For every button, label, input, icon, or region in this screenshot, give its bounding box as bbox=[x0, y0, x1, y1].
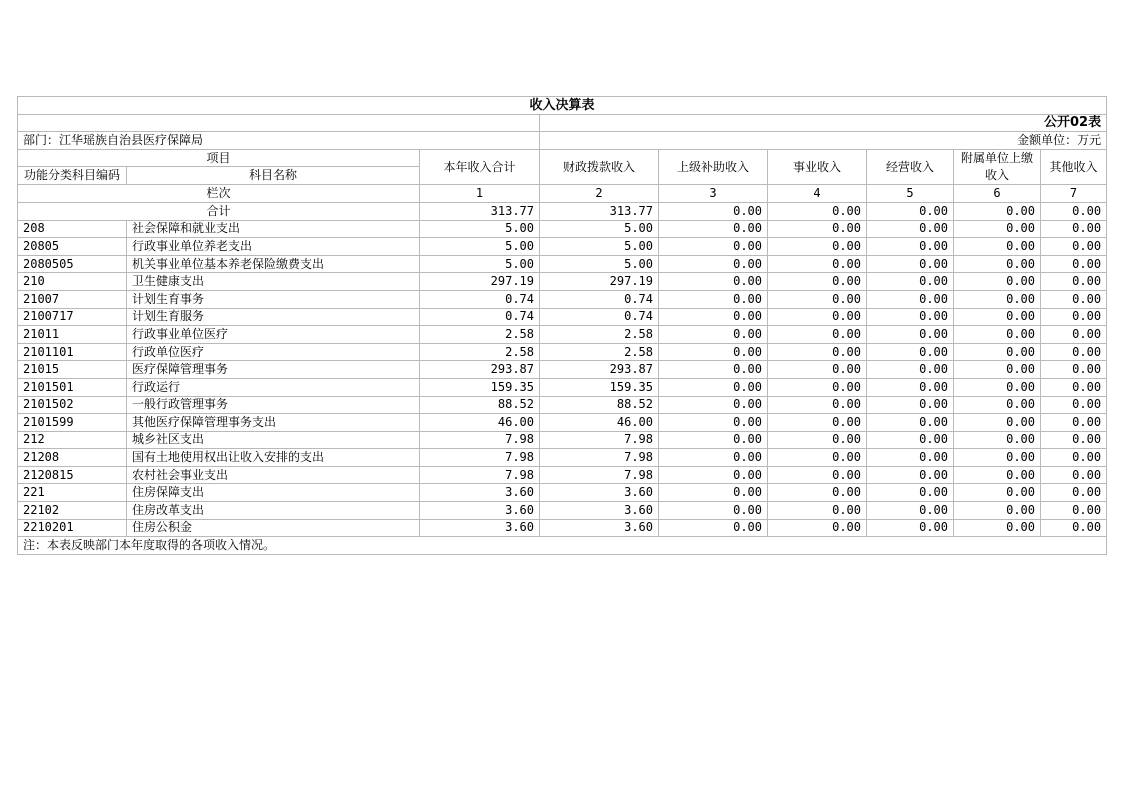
amount-cell: 0.00 bbox=[659, 273, 768, 291]
amount-cell: 0.00 bbox=[1041, 484, 1107, 502]
amount-cell: 0.00 bbox=[1041, 238, 1107, 256]
amount-cell: 7.98 bbox=[540, 466, 659, 484]
amount-cell: 159.35 bbox=[540, 378, 659, 396]
table-row bbox=[18, 255, 1107, 273]
amount-cell: 5.00 bbox=[420, 220, 540, 238]
amount-cell: 88.52 bbox=[540, 396, 659, 414]
header-col-5: 经营收入 bbox=[867, 149, 954, 185]
table-row bbox=[18, 220, 1107, 238]
header-col-4: 事业收入 bbox=[768, 149, 867, 185]
amount-cell: 0.00 bbox=[954, 431, 1041, 449]
amount-cell: 0.00 bbox=[867, 519, 954, 537]
amount-cell: 5.00 bbox=[540, 220, 659, 238]
amount-cell: 46.00 bbox=[420, 414, 540, 432]
subject-name: 城乡社区支出 bbox=[127, 431, 420, 449]
table-row bbox=[18, 484, 1107, 502]
amount-cell: 7.98 bbox=[540, 449, 659, 467]
amount-cell: 0.00 bbox=[867, 466, 954, 484]
amount-cell: 0.00 bbox=[954, 326, 1041, 344]
subject-name: 行政运行 bbox=[127, 378, 420, 396]
col-num-3: 3 bbox=[659, 185, 768, 203]
col-num-2: 2 bbox=[540, 185, 659, 203]
subject-code: 21007 bbox=[18, 290, 127, 308]
amount-cell: 0.00 bbox=[659, 466, 768, 484]
subject-code: 20805 bbox=[18, 238, 127, 256]
subject-code: 208 bbox=[18, 220, 127, 238]
amount-cell: 0.00 bbox=[954, 273, 1041, 291]
subject-code: 2210201 bbox=[18, 519, 127, 537]
amount-cell: 2.58 bbox=[540, 326, 659, 344]
amount-cell: 7.98 bbox=[420, 431, 540, 449]
amount-cell: 88.52 bbox=[420, 396, 540, 414]
amount-cell: 0.00 bbox=[768, 378, 867, 396]
amount-cell: 0.00 bbox=[1041, 290, 1107, 308]
table-note: 注：本表反映部门本年度取得的各项收入情况。 bbox=[18, 537, 1107, 555]
amount-cell: 0.00 bbox=[954, 308, 1041, 326]
amount-cell: 0.00 bbox=[1041, 308, 1107, 326]
amount-cell: 0.00 bbox=[1041, 431, 1107, 449]
amount-cell: 0.00 bbox=[1041, 466, 1107, 484]
income-final-accounts-table bbox=[17, 96, 1107, 555]
amount-cell: 0.00 bbox=[1041, 255, 1107, 273]
amount-cell: 0.00 bbox=[954, 238, 1041, 256]
table-row bbox=[18, 378, 1107, 396]
col-num-6: 6 bbox=[954, 185, 1041, 203]
amount-cell: 2.58 bbox=[540, 343, 659, 361]
amount-cell: 5.00 bbox=[540, 238, 659, 256]
table-row bbox=[18, 308, 1107, 326]
amount-cell: 0.00 bbox=[659, 378, 768, 396]
amount-cell: 0.00 bbox=[867, 273, 954, 291]
amount-cell: 46.00 bbox=[540, 414, 659, 432]
blank-cell bbox=[18, 114, 540, 132]
amount-cell: 3.60 bbox=[540, 484, 659, 502]
amount-cell: 0.00 bbox=[1041, 502, 1107, 520]
amount-cell: 0.00 bbox=[768, 502, 867, 520]
form-number: 公开02表 bbox=[540, 114, 1107, 132]
amount-cell: 0.00 bbox=[954, 519, 1041, 537]
amount-cell: 0.74 bbox=[540, 308, 659, 326]
amount-cell: 0.00 bbox=[1041, 449, 1107, 467]
amount-cell: 0.00 bbox=[768, 343, 867, 361]
total-row bbox=[18, 202, 1107, 220]
subject-name: 计划生育事务 bbox=[127, 290, 420, 308]
amount-cell: 0.00 bbox=[659, 361, 768, 379]
amount-cell: 0.00 bbox=[768, 466, 867, 484]
amount-cell: 0.00 bbox=[768, 396, 867, 414]
col-num-4: 4 bbox=[768, 185, 867, 203]
subject-name: 农村社会事业支出 bbox=[127, 466, 420, 484]
amount-cell: 0.00 bbox=[867, 396, 954, 414]
header-col-1: 本年收入合计 bbox=[420, 149, 540, 185]
subject-code: 2101502 bbox=[18, 396, 127, 414]
total-cell: 0.00 bbox=[659, 202, 768, 220]
amount-cell: 0.00 bbox=[659, 326, 768, 344]
subject-code: 2120815 bbox=[18, 466, 127, 484]
header-col-2: 财政拨款收入 bbox=[540, 149, 659, 185]
amount-cell: 0.74 bbox=[420, 290, 540, 308]
table-title: 收入决算表 bbox=[18, 97, 1107, 115]
amount-cell: 0.74 bbox=[540, 290, 659, 308]
table-row bbox=[18, 361, 1107, 379]
table-row bbox=[18, 431, 1107, 449]
table-row bbox=[18, 466, 1107, 484]
amount-cell: 0.00 bbox=[768, 290, 867, 308]
subject-name: 住房公积金 bbox=[127, 519, 420, 537]
amount-cell: 0.00 bbox=[867, 220, 954, 238]
amount-cell: 0.00 bbox=[768, 273, 867, 291]
amount-cell: 3.60 bbox=[540, 502, 659, 520]
amount-cell: 3.60 bbox=[420, 502, 540, 520]
header-name: 科目名称 bbox=[127, 167, 420, 185]
amount-cell: 0.00 bbox=[954, 361, 1041, 379]
amount-cell: 0.00 bbox=[954, 414, 1041, 432]
amount-cell: 0.00 bbox=[867, 414, 954, 432]
amount-cell: 0.00 bbox=[867, 431, 954, 449]
amount-cell: 7.98 bbox=[420, 466, 540, 484]
amount-cell: 0.00 bbox=[1041, 220, 1107, 238]
amount-cell: 0.00 bbox=[867, 255, 954, 273]
amount-cell: 0.00 bbox=[768, 484, 867, 502]
amount-cell: 0.00 bbox=[954, 255, 1041, 273]
amount-cell: 0.00 bbox=[867, 326, 954, 344]
amount-cell: 0.00 bbox=[1041, 273, 1107, 291]
amount-cell: 0.00 bbox=[768, 449, 867, 467]
amount-cell: 0.00 bbox=[954, 466, 1041, 484]
subject-name: 社会保障和就业支出 bbox=[127, 220, 420, 238]
header-col-6: 附属单位上缴收入 bbox=[954, 149, 1041, 185]
subject-name: 住房改革支出 bbox=[127, 502, 420, 520]
amount-cell: 0.00 bbox=[867, 449, 954, 467]
amount-cell: 0.00 bbox=[1041, 378, 1107, 396]
amount-cell: 0.00 bbox=[659, 238, 768, 256]
subject-code: 2101101 bbox=[18, 343, 127, 361]
amount-cell: 5.00 bbox=[420, 238, 540, 256]
amount-cell: 0.00 bbox=[954, 502, 1041, 520]
amount-cell: 0.00 bbox=[768, 220, 867, 238]
subject-name: 行政单位医疗 bbox=[127, 343, 420, 361]
subject-code: 2100717 bbox=[18, 308, 127, 326]
table-row bbox=[18, 343, 1107, 361]
amount-cell: 0.00 bbox=[659, 220, 768, 238]
header-col-7: 其他收入 bbox=[1041, 149, 1107, 185]
amount-cell: 0.00 bbox=[659, 484, 768, 502]
amount-cell: 5.00 bbox=[420, 255, 540, 273]
amount-cell: 0.00 bbox=[768, 361, 867, 379]
amount-cell: 0.00 bbox=[768, 308, 867, 326]
amount-cell: 0.00 bbox=[659, 519, 768, 537]
amount-cell: 0.00 bbox=[1041, 396, 1107, 414]
total-cell: 0.00 bbox=[1041, 202, 1107, 220]
amount-cell: 5.00 bbox=[540, 255, 659, 273]
amount-cell: 0.00 bbox=[768, 255, 867, 273]
amount-cell: 297.19 bbox=[540, 273, 659, 291]
subject-name: 行政事业单位养老支出 bbox=[127, 238, 420, 256]
row-number-label: 栏次 bbox=[18, 185, 420, 203]
subject-code: 2080505 bbox=[18, 255, 127, 273]
amount-cell: 0.00 bbox=[768, 414, 867, 432]
amount-cell: 0.00 bbox=[867, 361, 954, 379]
amount-cell: 7.98 bbox=[420, 449, 540, 467]
table-row bbox=[18, 502, 1107, 520]
table-row bbox=[18, 273, 1107, 291]
subject-code: 21208 bbox=[18, 449, 127, 467]
amount-cell: 0.00 bbox=[659, 308, 768, 326]
total-cell: 0.00 bbox=[954, 202, 1041, 220]
table-row bbox=[18, 290, 1107, 308]
amount-cell: 0.00 bbox=[1041, 519, 1107, 537]
amount-cell: 0.00 bbox=[1041, 343, 1107, 361]
amount-cell: 0.00 bbox=[659, 290, 768, 308]
subject-name: 机关事业单位基本养老保险缴费支出 bbox=[127, 255, 420, 273]
amount-cell: 7.98 bbox=[540, 431, 659, 449]
amount-cell: 0.00 bbox=[768, 238, 867, 256]
col-num-7: 7 bbox=[1041, 185, 1107, 203]
amount-cell: 0.00 bbox=[659, 396, 768, 414]
subject-code: 21015 bbox=[18, 361, 127, 379]
amount-cell: 0.00 bbox=[768, 431, 867, 449]
amount-cell: 3.60 bbox=[420, 519, 540, 537]
subject-name: 国有土地使用权出让收入安排的支出 bbox=[127, 449, 420, 467]
subject-code: 212 bbox=[18, 431, 127, 449]
amount-cell: 293.87 bbox=[420, 361, 540, 379]
table-row bbox=[18, 238, 1107, 256]
amount-cell: 0.74 bbox=[420, 308, 540, 326]
col-num-5: 5 bbox=[867, 185, 954, 203]
amount-cell: 293.87 bbox=[540, 361, 659, 379]
total-cell: 0.00 bbox=[867, 202, 954, 220]
table-row bbox=[18, 414, 1107, 432]
header-item: 项目 bbox=[18, 149, 420, 167]
amount-cell: 0.00 bbox=[954, 343, 1041, 361]
amount-cell: 0.00 bbox=[954, 484, 1041, 502]
subject-name: 计划生育服务 bbox=[127, 308, 420, 326]
amount-cell: 0.00 bbox=[659, 431, 768, 449]
subject-name: 一般行政管理事务 bbox=[127, 396, 420, 414]
amount-cell: 0.00 bbox=[659, 255, 768, 273]
table-row bbox=[18, 396, 1107, 414]
amount-cell: 297.19 bbox=[420, 273, 540, 291]
amount-cell: 0.00 bbox=[867, 343, 954, 361]
subject-code: 2101501 bbox=[18, 378, 127, 396]
subject-code: 210 bbox=[18, 273, 127, 291]
amount-cell: 0.00 bbox=[867, 290, 954, 308]
amount-cell: 0.00 bbox=[867, 308, 954, 326]
amount-cell: 0.00 bbox=[867, 484, 954, 502]
amount-cell: 0.00 bbox=[867, 238, 954, 256]
table-row bbox=[18, 519, 1107, 537]
amount-cell: 0.00 bbox=[954, 220, 1041, 238]
total-label: 合计 bbox=[18, 202, 420, 220]
amount-cell: 0.00 bbox=[659, 343, 768, 361]
amount-cell: 0.00 bbox=[659, 414, 768, 432]
subject-code: 2101599 bbox=[18, 414, 127, 432]
header-col-3: 上级补助收入 bbox=[659, 149, 768, 185]
amount-cell: 0.00 bbox=[954, 378, 1041, 396]
subject-name: 卫生健康支出 bbox=[127, 273, 420, 291]
amount-unit-label: 金额单位：万元 bbox=[540, 132, 1107, 150]
header-code: 功能分类科目编码 bbox=[18, 167, 127, 185]
amount-cell: 2.58 bbox=[420, 343, 540, 361]
amount-cell: 3.60 bbox=[540, 519, 659, 537]
amount-cell: 0.00 bbox=[659, 502, 768, 520]
amount-cell: 159.35 bbox=[420, 378, 540, 396]
department-label: 部门：江华瑶族自治县医疗保障局 bbox=[18, 132, 540, 150]
amount-cell: 0.00 bbox=[768, 326, 867, 344]
subject-name: 行政事业单位医疗 bbox=[127, 326, 420, 344]
amount-cell: 0.00 bbox=[659, 449, 768, 467]
total-cell: 313.77 bbox=[420, 202, 540, 220]
subject-name: 医疗保障管理事务 bbox=[127, 361, 420, 379]
amount-cell: 3.60 bbox=[420, 484, 540, 502]
table-row bbox=[18, 326, 1107, 344]
amount-cell: 0.00 bbox=[954, 290, 1041, 308]
amount-cell: 0.00 bbox=[867, 502, 954, 520]
amount-cell: 0.00 bbox=[1041, 326, 1107, 344]
amount-cell: 0.00 bbox=[867, 378, 954, 396]
subject-code: 21011 bbox=[18, 326, 127, 344]
subject-name: 住房保障支出 bbox=[127, 484, 420, 502]
table-row bbox=[18, 449, 1107, 467]
amount-cell: 0.00 bbox=[954, 449, 1041, 467]
amount-cell: 0.00 bbox=[1041, 414, 1107, 432]
amount-cell: 0.00 bbox=[768, 519, 867, 537]
subject-code: 221 bbox=[18, 484, 127, 502]
amount-cell: 2.58 bbox=[420, 326, 540, 344]
amount-cell: 0.00 bbox=[954, 396, 1041, 414]
col-num-1: 1 bbox=[420, 185, 540, 203]
subject-name: 其他医疗保障管理事务支出 bbox=[127, 414, 420, 432]
subject-code: 22102 bbox=[18, 502, 127, 520]
amount-cell: 0.00 bbox=[1041, 361, 1107, 379]
total-cell: 313.77 bbox=[540, 202, 659, 220]
total-cell: 0.00 bbox=[768, 202, 867, 220]
